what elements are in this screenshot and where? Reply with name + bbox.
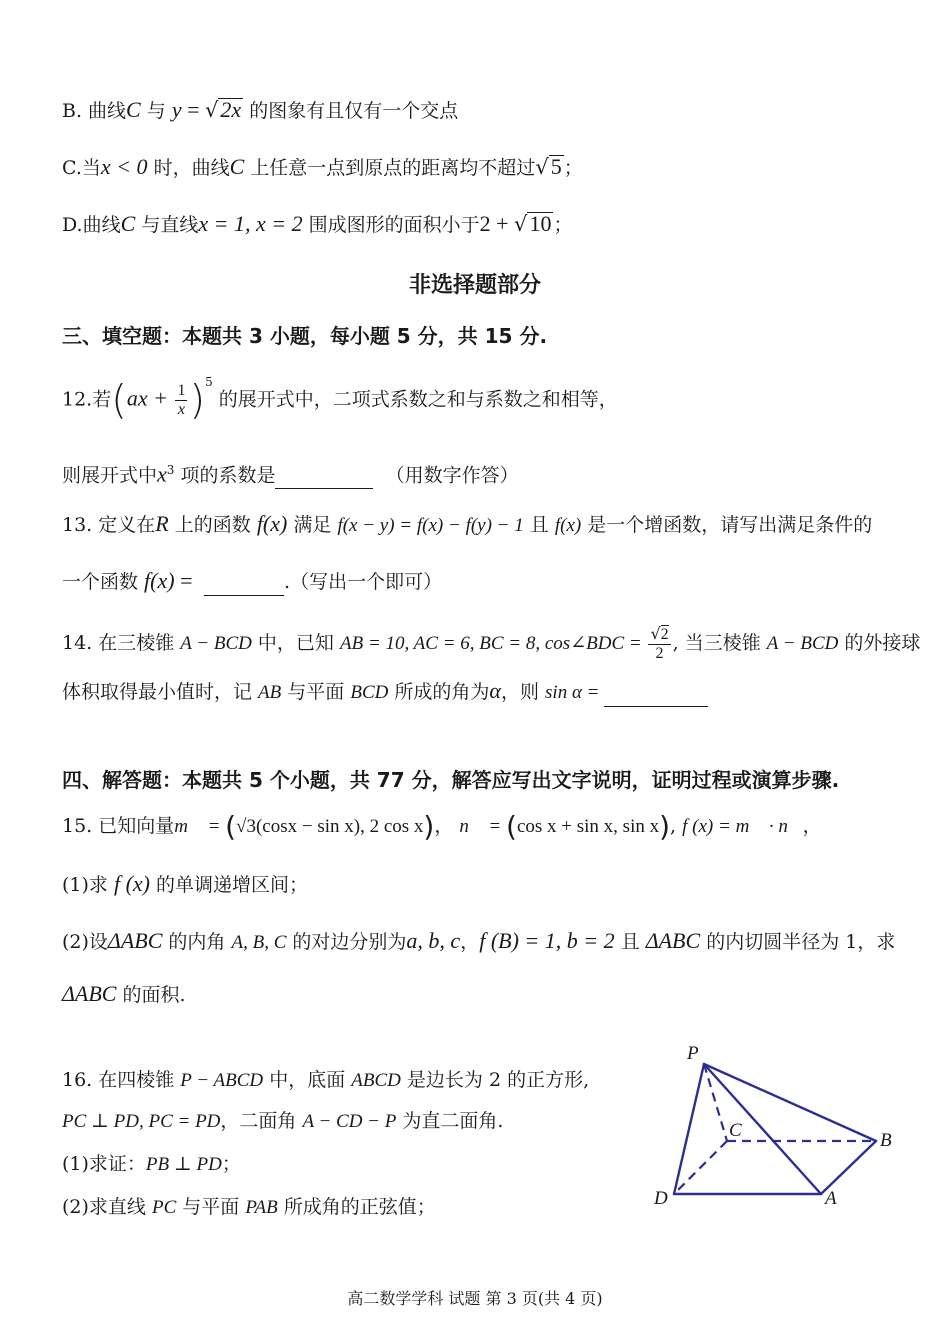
section-title: 非选择题部分 [408,273,541,298]
vertex-label-d: D [654,1188,668,1209]
answer-blank[interactable] [275,468,373,489]
question-15-part2-line2: ΔABC 的面积. [62,981,186,1006]
edge-ab [821,1141,876,1194]
option-b: B. 曲线C 与 y = √2x 的图象有且仅有一个交点 [62,97,459,122]
fraction: $\frac{√2}{2}$ [650,624,669,662]
question-15-part2: (2)设ΔABC 的内角 A, B, C 的对边分别为a, b, c，f (B) = 1, b = 2 且 ΔABC 的内切圆半径为 1，求 [62,928,896,953]
question-16-part1: (1)求证：PB ⊥ PD； [62,1153,241,1175]
question-12-line2: 则展开式中$x^3$ 项的系数是 （用数字作答） [62,456,519,489]
question-14: 14. 在三棱锥 A − BCD 中，已知 AB = 10, AC = 6, BC = 8, cos∠BDC = $\frac{√2}{2}$ , 当三棱锥 A − BCD 的外接球 [62,624,921,662]
question-16-line2: PC ⊥ PD, PC = PD，二面角 A − CD − P 为直二面角. [62,1110,504,1132]
option-c: C.当x < 0 时，曲线C 上任意一点到原点的距离均不超过√5 ； [62,154,583,179]
question-16: 16. 在四棱锥 P − ABCD 中，底面 ABCD 是边长为 2 的正方形, [62,1069,590,1091]
part-four-heading: 四、解答题：本题共 5 个小题，共 77 分，解答应写出文字说明，证明过程或演算步骤. [62,768,840,792]
pyramid-figure [640,1040,920,1220]
edge-pa [704,1064,821,1194]
option-d: D.曲线C 与直线x = 1, x = 2 围成图形的面积小于2 + √10 ； [62,211,573,236]
question-16-part2: (2)求直线 PC 与平面 PAB 所成角的正弦值； [62,1196,436,1218]
vertex-label-p: P [687,1043,699,1064]
question-14-line2: 体积取得最小值时，记 AB 与平面 BCD 所成的角为α，则 sin α = [62,677,708,707]
sqrt-symbol: √ [205,98,219,122]
page-footer: 高二数学学科 试题 第 3 页(共 4 页) [347,1289,603,1308]
question-13-line2: 一个函数 f(x) = .（写出一个即可） [62,567,442,596]
answer-blank[interactable] [204,575,284,596]
question-15: 15. 已知向量m⃗ = (√3(cosx − sin x), 2 cos x)， n⃗ = (cos x + sin x, sin x), f (x) = m⃗ · n⃗， [62,810,822,843]
question-13: 13. 定义在R 上的函数 f(x) 满足 f(x − y) = f(x) − f(y) − 1 且 f(x) 是一个增函数，请写出满足条件的 [62,511,873,536]
question-12: 12.若(ax + $\frac{1}{x}$ )$^5$ 的展开式中，二项式系数之和与系数之和相等， [62,375,618,424]
answer-blank[interactable] [604,686,708,707]
vertex-label-a: A [825,1188,837,1209]
part-three-heading: 三、填空题：本题共 3 小题，每小题 5 分，共 15 分. [62,324,548,348]
vertex-label-b: B [880,1130,892,1151]
fraction: $\frac{1}{x}$ [177,381,186,418]
edge-cd-hidden [674,1141,727,1194]
vertex-label-c: C [729,1120,742,1141]
question-15-part1: (1)求 f (x) 的单调递增区间； [62,871,309,896]
edge-pd [674,1064,704,1194]
